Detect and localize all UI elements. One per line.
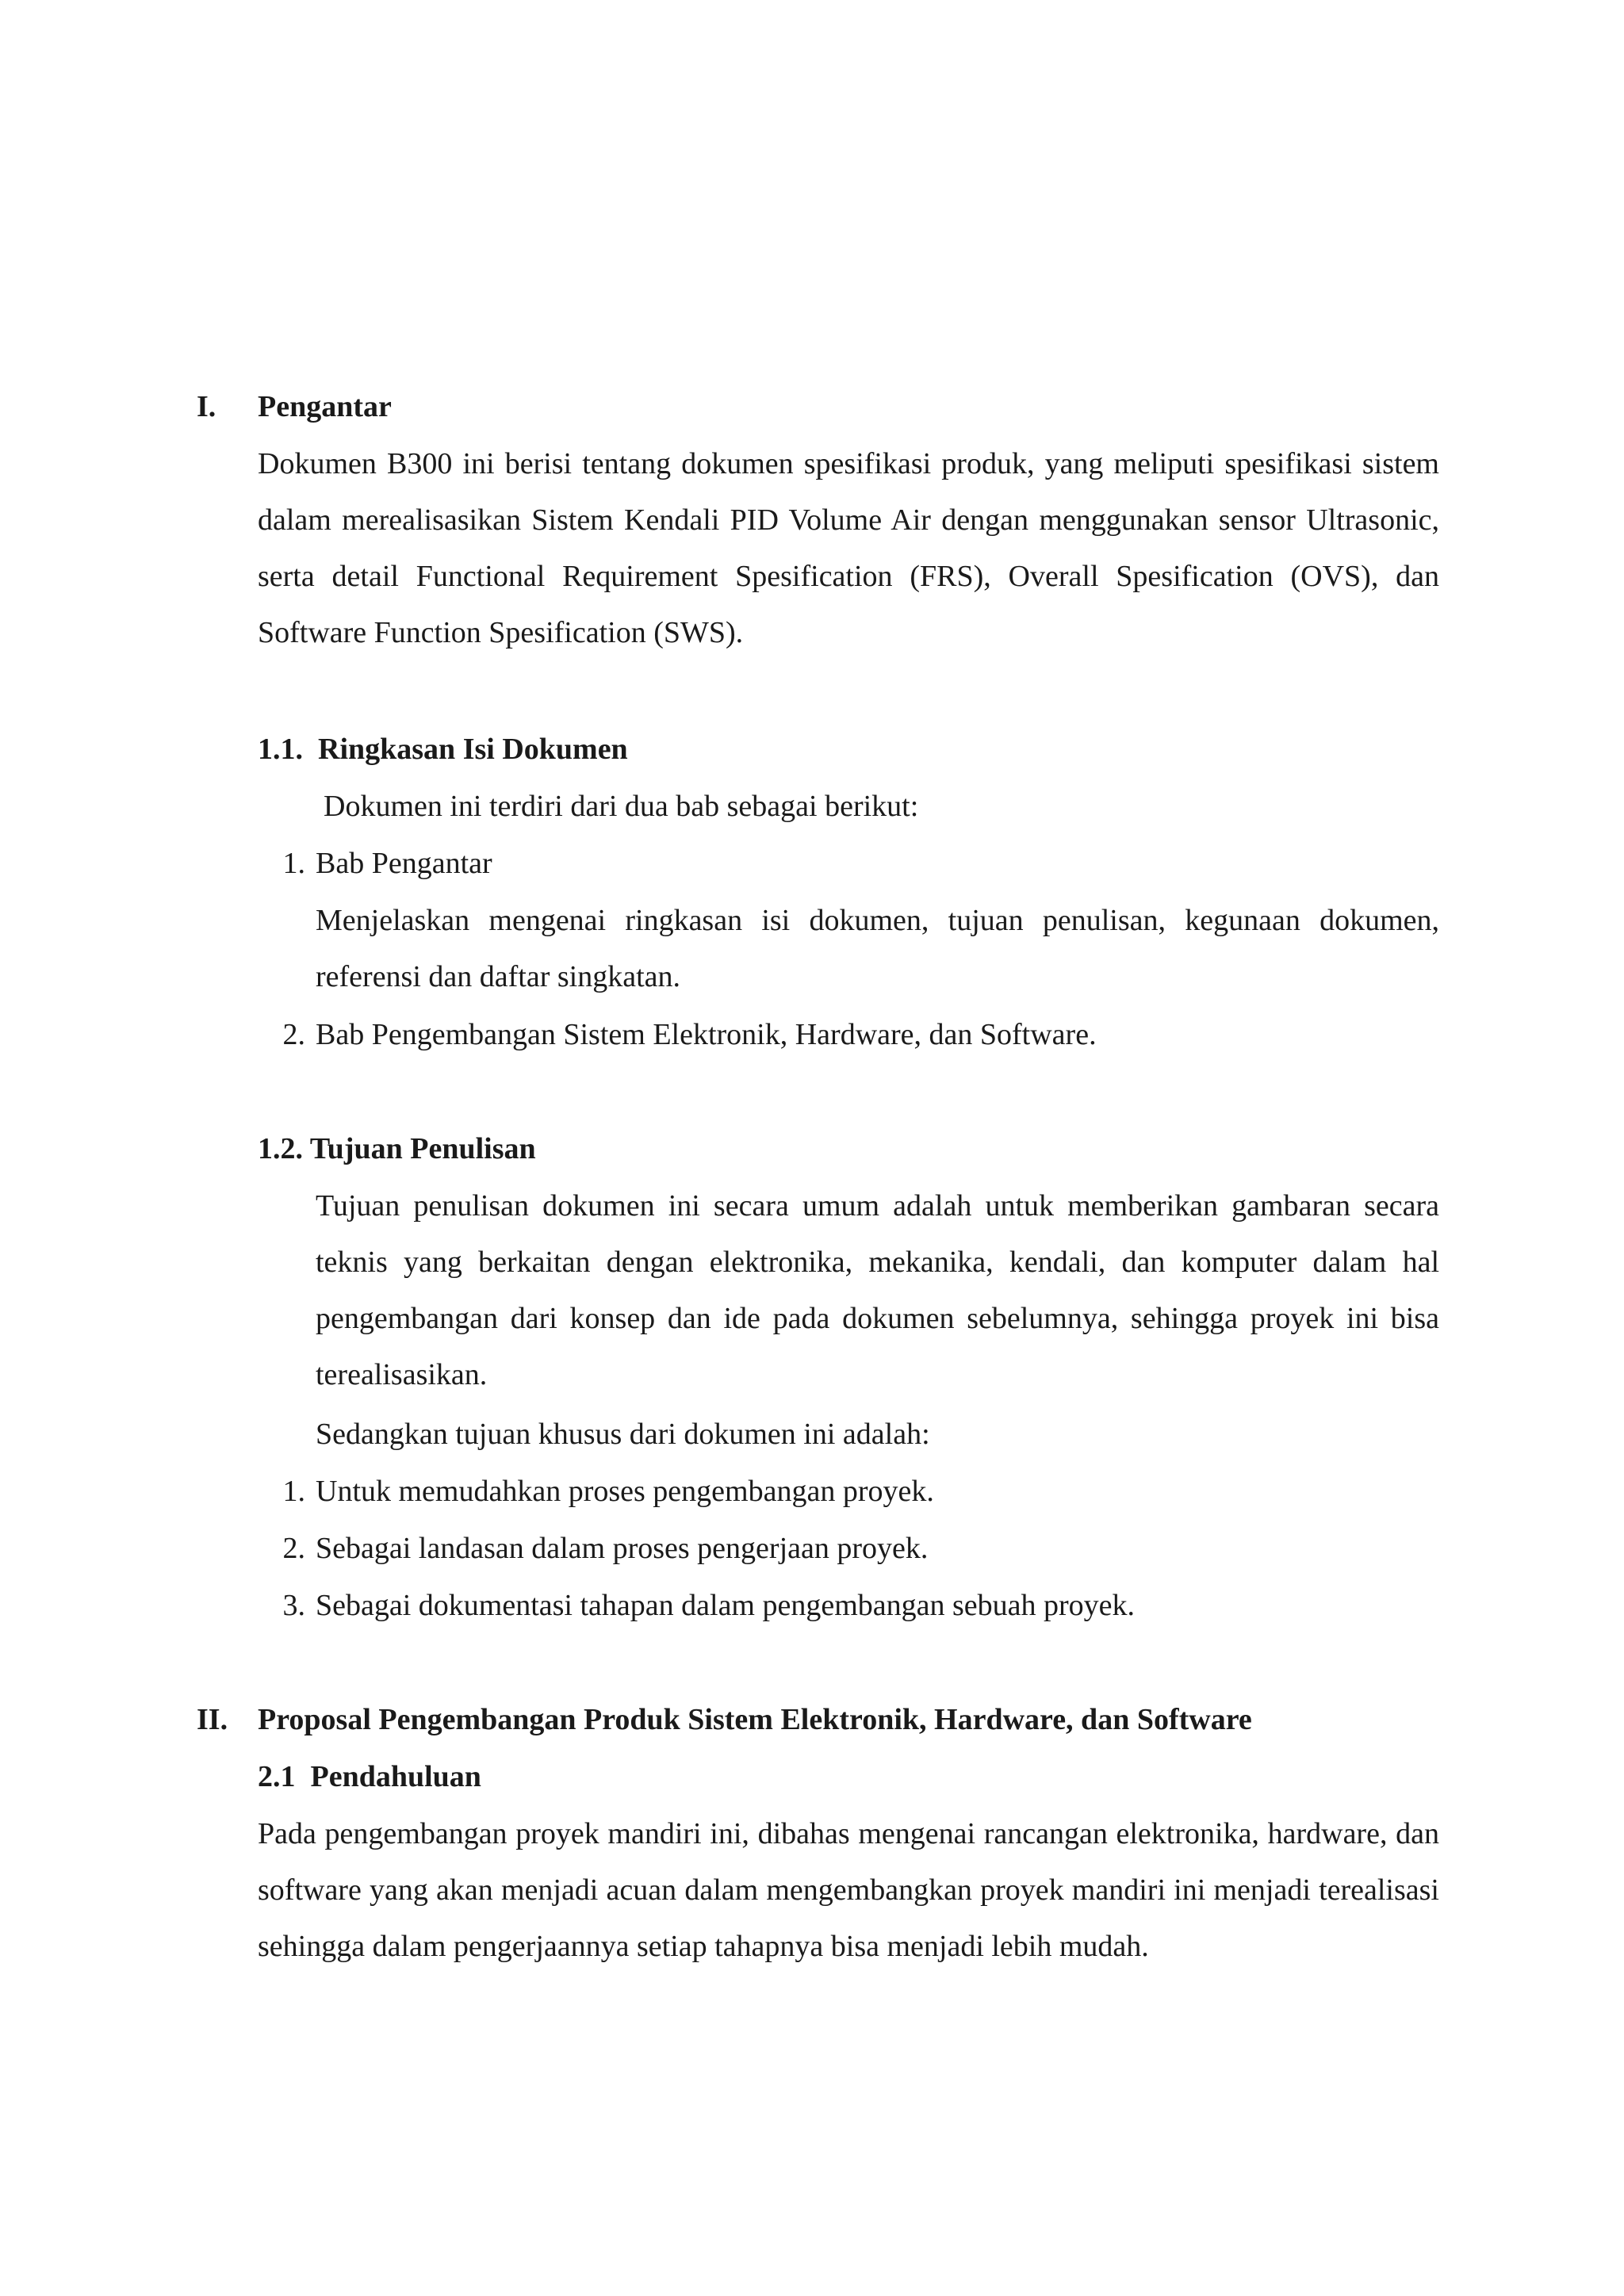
list-item-description: Menjelaskan mengenai ringkasan isi dokumen, tujuan penulisan, kegunaan dokumen, referensi dan daftar singkatan. bbox=[316, 904, 1439, 993]
subsection-2-1-heading bbox=[258, 1749, 481, 1805]
subsection-2-1-number: 2.1 bbox=[258, 1760, 296, 1793]
list-item-text: Untuk memudahkan proses pengembangan proyek. bbox=[316, 1475, 934, 1508]
section-1-intro-paragraph: Dokumen B300 ini berisi tentang dokumen spesifikasi produk, yang meliputi spesifikasi sistem dalam merealisasikan Sistem Kendali PID Volume Air dengan menggunakan sensor Ultrasonic, serta detail Functional Requirement Spesification (FRS), Overall Spesification (OVS), dan Software Function Spesification (SWS). bbox=[258, 447, 1439, 649]
subsection-1-2-number: 1.2. bbox=[258, 1132, 303, 1165]
subsection-1-2-title: Tujuan Penulisan bbox=[309, 1132, 536, 1165]
list-item-number: 1. bbox=[282, 847, 305, 880]
list-item-number: 2. bbox=[282, 1018, 305, 1051]
subsection-1-2-heading bbox=[258, 1121, 536, 1177]
section-2-title: Proposal Pengembangan Produk Sistem Elektronik, Hardware, dan Software bbox=[258, 1703, 1252, 1736]
list-item-number: 1. bbox=[282, 1475, 305, 1508]
list-item-text: Sebagai dokumentasi tahapan dalam pengembangan sebuah proyek. bbox=[316, 1589, 1136, 1622]
list-item-number: 2. bbox=[282, 1532, 305, 1565]
list-item-title: Bab Pengantar bbox=[316, 847, 492, 880]
section-1-title: Pengantar bbox=[258, 390, 392, 423]
section-2-numeral: II. bbox=[197, 1703, 228, 1736]
subsection-1-2-paragraph: Tujuan penulisan dokumen ini secara umum adalah untuk memberikan gambaran secara teknis yang berkaitan dengan elektronika, mekanika, kendali, dan komputer dalam hal pengembangan dari konsep dan ide pada dokumen sebelumnya, sehingga proyek ini bisa terealisasikan. bbox=[316, 1189, 1439, 1391]
list-item-title: Bab Pengembangan Sistem Elektronik, Hardware, dan Software. bbox=[316, 1018, 1097, 1051]
list-item-text: Sebagai landasan dalam proses pengerjaan proyek. bbox=[316, 1532, 929, 1565]
section-1-numeral: I. bbox=[197, 390, 216, 423]
subsection-1-1-intro: Dokumen ini terdiri dari dua bab sebagai berikut: bbox=[324, 790, 919, 823]
subsection-2-1-paragraph: Pada pengembangan proyek mandiri ini, dibahas mengenai rancangan elektronika, hardware, dan software yang akan menjadi acuan dalam mengembangkan proyek mandiri ini menjadi terealisasi sehingga dalam pengerjaannya setiap tahapnya bisa menjadi lebih mudah. bbox=[258, 1817, 1439, 1963]
subsection-2-1-title: Pendahuluan bbox=[310, 1760, 481, 1793]
subsection-1-1-heading bbox=[258, 721, 628, 778]
subsection-1-1-number: 1.1. bbox=[258, 733, 303, 766]
list-item-number: 3. bbox=[282, 1589, 305, 1622]
subsection-1-2-special-intro: Sedangkan tujuan khusus dari dokumen ini adalah: bbox=[316, 1418, 930, 1451]
subsection-1-1-title: Ringkasan Isi Dokumen bbox=[318, 733, 628, 766]
